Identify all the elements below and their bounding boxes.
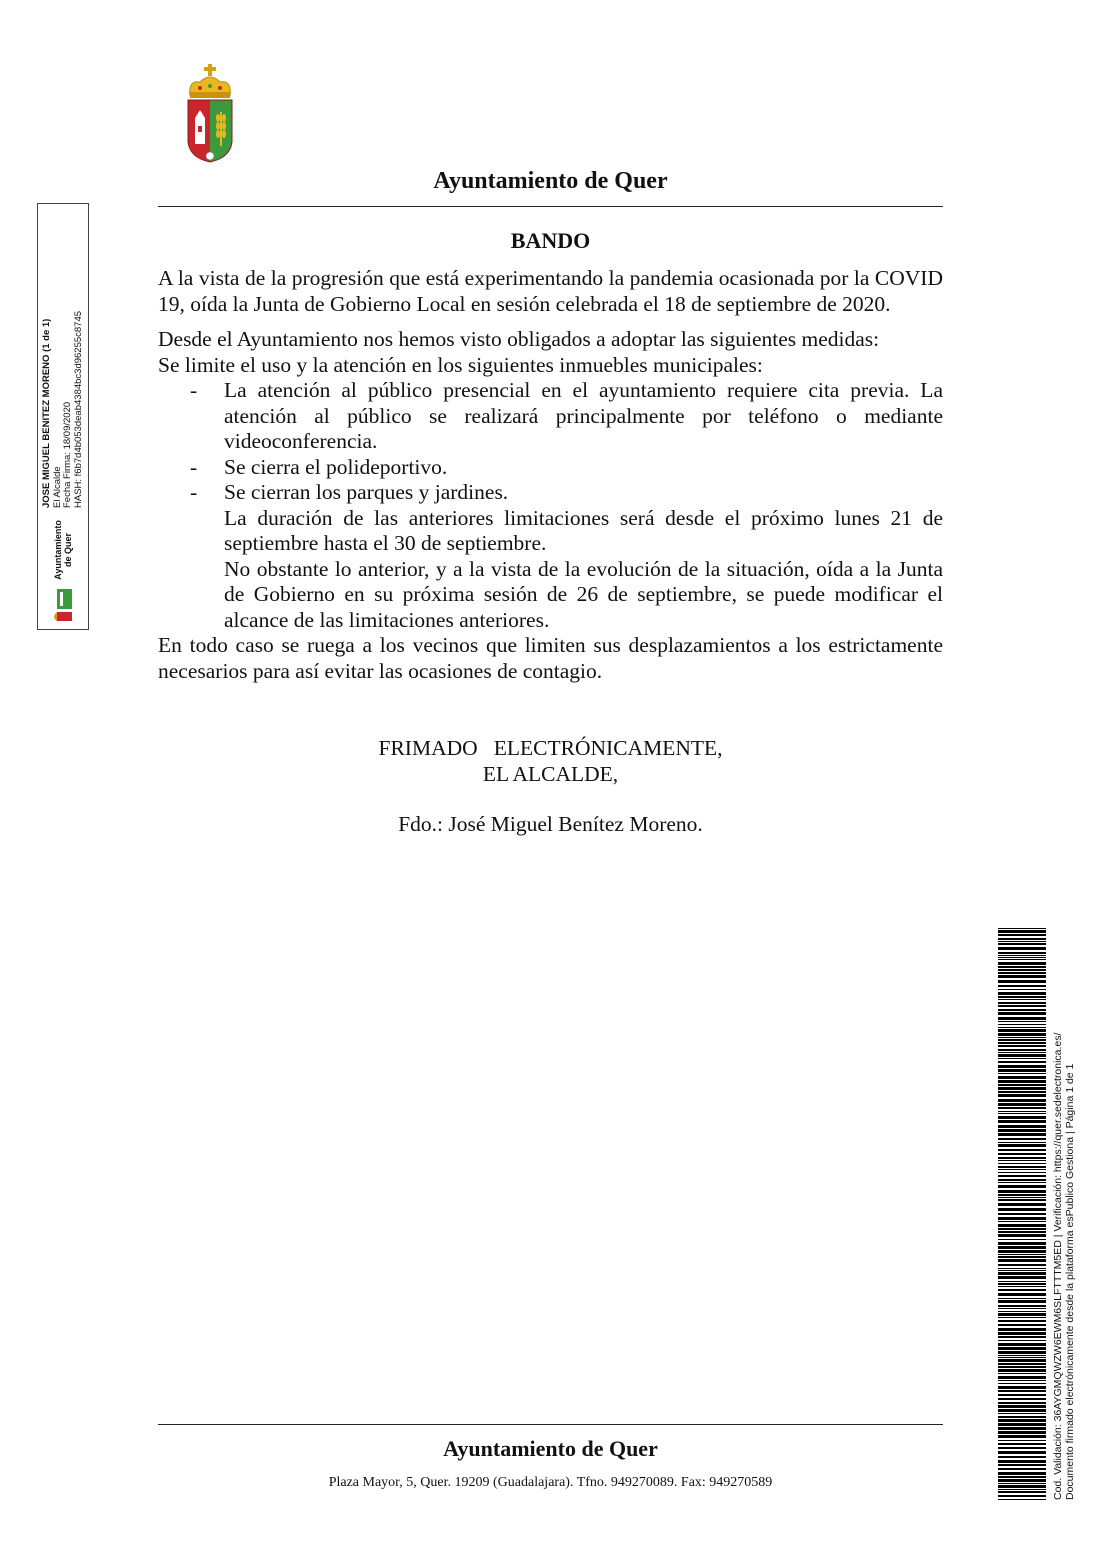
barcode-bar [998, 1317, 1046, 1318]
barcode-bar [998, 1246, 1046, 1249]
barcode-bar [998, 1027, 1046, 1028]
closing-paragraph: En todo caso se ruega a los vecinos que limiten sus desplazamientos a los estrictamente necesarios para así evitar las ocasiones de contagio. [158, 633, 943, 683]
barcode-bar [998, 1045, 1046, 1047]
stamp-organization: Ayuntamiento de Quer [53, 520, 73, 580]
list-item-text: La atención al público presencial en el ayuntamiento requiere cita previa. La atención al público se realizará principalmente por teléfono o mediante videoconferencia. [224, 378, 943, 453]
barcode-bar [998, 943, 1046, 945]
barcode-bar [998, 1239, 1046, 1240]
barcode-bar [998, 1111, 1046, 1112]
barcode-bar [998, 955, 1046, 956]
barcode-bar [998, 1363, 1046, 1365]
list-item [158, 455, 943, 481]
barcode-bar [998, 1087, 1046, 1090]
barcode-bar [998, 1328, 1046, 1331]
header-divider [158, 206, 943, 207]
footer-title: Ayuntamiento de Quer [443, 1436, 658, 1461]
barcode-bar [998, 1213, 1046, 1215]
barcode-bar [998, 1185, 1046, 1188]
barcode-bar [998, 1080, 1046, 1083]
barcode-bar [998, 1440, 1046, 1441]
barcode-bar [998, 1413, 1046, 1414]
barcode-bar [998, 1259, 1046, 1262]
intro-paragraph: A la vista de la progresión que está experimentando la pandemia ocasionada por la COVID 19, oída la Junta de Gobierno Local en sesión celebrada el 18 de septiembre de 2020. [158, 266, 943, 316]
barcode-bar [998, 1116, 1046, 1119]
document-heading: BANDO [510, 228, 591, 253]
barcode-bar [998, 966, 1046, 968]
barcode-bar [998, 1419, 1046, 1422]
barcode-bar [998, 1373, 1046, 1374]
barcode-bar [998, 1311, 1046, 1312]
barcode-bar [998, 1324, 1046, 1326]
barcode-bar [998, 1094, 1046, 1097]
stamp-date: Fecha Firma: 18/09/2020 [62, 401, 73, 508]
barcode-bar [998, 1479, 1046, 1482]
barcode-bar [998, 1073, 1046, 1074]
barcode-bar [998, 1456, 1046, 1458]
stamp-signer: JOSE MIGUEL BENITEZ MORENO (1 de 1) [41, 318, 52, 508]
barcode-bar [998, 1005, 1046, 1007]
barcode-bar [998, 992, 1046, 995]
barcode-bar [998, 1468, 1046, 1470]
barcode-bar [998, 1125, 1046, 1128]
barcode-bar [998, 1129, 1046, 1132]
barcode-bar [998, 980, 1046, 983]
barcode-bar [998, 1107, 1046, 1109]
barcode-bar [998, 1416, 1046, 1418]
barcode-bar [998, 957, 1046, 958]
barcode-bar [998, 999, 1046, 1000]
footer-address: Plaza Mayor, 5, Quer. 19209 (Guadalajara). Tfno. 949270089. Fax: 949270589 [328, 1475, 773, 1490]
barcode-bar [998, 1256, 1046, 1258]
barcode-bar [998, 1160, 1046, 1161]
list-item [158, 480, 943, 506]
barcode-bar [998, 1347, 1046, 1350]
footer-divider [158, 1424, 943, 1425]
barcode-bar [998, 1332, 1046, 1335]
barcode-bar [998, 1359, 1046, 1362]
barcode-bar [998, 1065, 1046, 1068]
barcode-bar [998, 1069, 1046, 1072]
barcode-bar [998, 1037, 1046, 1038]
barcode-bar [998, 1033, 1046, 1036]
stamp-hash: HASH: f6b7d4b053deab4384bc3d96255c8745 [72, 310, 84, 508]
barcode-bar [998, 1264, 1046, 1266]
barcode-bar [998, 1024, 1046, 1025]
barcode-bar [998, 1166, 1046, 1168]
barcode-bar [998, 928, 1046, 929]
barcode-bar [998, 1357, 1046, 1358]
barcode-bar [998, 1054, 1046, 1057]
barcode-bar [998, 1157, 1046, 1159]
barcode-bar [998, 1194, 1046, 1196]
bullet-marker: - [190, 480, 198, 504]
barcode-bar [998, 1289, 1046, 1291]
list-item-text: Se cierran los parques y jardines. [224, 480, 509, 504]
barcode-bar [998, 1476, 1046, 1478]
barcode-bar [998, 1254, 1046, 1255]
bullet-marker: - [190, 454, 198, 479]
barcode-bar [998, 1431, 1046, 1434]
barcode-bar [998, 1250, 1046, 1253]
duration-paragraph: La duración de las anteriores limitaciones será desde el próximo lunes 21 de septiembre hasta el 30 de septiembre. [224, 505, 943, 555]
header-title: Ayuntamiento de Quer [433, 168, 668, 194]
bullet-marker: - [190, 378, 198, 402]
barcode-bar [998, 1099, 1046, 1102]
barcode-bar [998, 1228, 1046, 1230]
barcode-bar [998, 985, 1046, 987]
signatory-name: Fdo.: José Miguel Benítez Moreno. [398, 812, 703, 836]
barcode-bar [998, 1300, 1046, 1303]
list-item-text: Se cierra el polideportivo. [224, 454, 448, 479]
barcode-bar [998, 1203, 1046, 1206]
barcode-bar [998, 1409, 1046, 1412]
verification-line-2: Documento firmado electrónicamente desde la plataforma esPublico Gestiona | Página 1 de 1 [1064, 1063, 1076, 1500]
barcode-bar [998, 1084, 1046, 1086]
barcode-bar [998, 1313, 1046, 1316]
barcode-bar [998, 1149, 1046, 1151]
barcode-bar [998, 1390, 1046, 1392]
barcode-bar [998, 1182, 1046, 1183]
barcode-bar [998, 1091, 1046, 1093]
notwithstanding-paragraph: No obstante lo anterior, y a la vista de la evolución de la situación, oída a la Junta de Gobierno en su próxima sesión de 26 de septiembre, se puede modificar el alcance de las limitaciones anteriores. [224, 556, 943, 632]
barcode-bar [998, 1268, 1046, 1269]
barcode-bar [998, 934, 1046, 936]
barcode-bar [998, 1272, 1046, 1275]
barcode-bar [998, 952, 1046, 954]
barcode-bar [998, 1447, 1046, 1449]
barcode-bar [998, 1175, 1046, 1177]
barcode-bar [998, 1376, 1046, 1379]
barcode-bar [998, 1443, 1046, 1445]
barcode-bar [998, 1499, 1046, 1500]
barcode-bar [998, 938, 1046, 940]
barcode-bar [998, 1153, 1046, 1155]
signature-line-2: EL ALCALDE, [482, 761, 619, 786]
barcode-bar [998, 1221, 1046, 1222]
signature-stamp [37, 203, 89, 630]
barcode-bar [998, 1320, 1046, 1322]
barcode-bar [998, 1190, 1046, 1193]
barcode-bar [998, 941, 1046, 942]
barcode-bar [998, 1286, 1046, 1287]
barcode-bar [998, 1485, 1046, 1488]
barcode-bar [998, 1103, 1046, 1106]
barcode-bar [998, 1336, 1046, 1338]
barcode-bar [998, 1009, 1046, 1011]
barcode-bar [998, 1283, 1046, 1285]
barcode-bar [998, 1495, 1046, 1497]
barcode-bar [998, 1489, 1046, 1490]
barcode-bar [998, 1017, 1046, 1020]
barcode-bar [998, 1281, 1046, 1282]
barcode-bar [998, 1076, 1046, 1079]
barcode-bar [998, 1402, 1046, 1404]
barcode-bar [998, 969, 1046, 971]
barcode-bar [998, 1351, 1046, 1354]
barcode-bar [998, 930, 1046, 933]
municipal-crest-logo [180, 62, 240, 168]
barcode-bar [998, 959, 1046, 960]
barcode-bar [998, 1380, 1046, 1381]
barcode-bar [998, 1293, 1046, 1296]
barcode-bar [998, 1451, 1046, 1454]
barcode-bar [998, 989, 1046, 990]
barcode-bar [998, 1483, 1046, 1484]
barcode-bar [998, 1217, 1046, 1220]
barcode-bar [998, 1464, 1046, 1466]
list-item [158, 378, 943, 455]
barcode-bar [998, 1049, 1046, 1051]
barcode-bar [998, 1298, 1046, 1299]
barcode-bar [998, 1144, 1046, 1147]
barcode-bar [998, 1163, 1046, 1164]
barcode-bar [998, 1405, 1046, 1408]
barcode-bar [998, 1039, 1046, 1041]
barcode-bar [998, 1242, 1046, 1245]
barcode-bar [998, 1224, 1046, 1227]
stamp-role: El Alcalde [51, 466, 63, 508]
barcode-bar [998, 1061, 1046, 1063]
validation-barcode [998, 928, 1046, 1500]
barcode-bar [998, 947, 1046, 950]
verification-text [1052, 920, 1076, 1500]
stamp-details [42, 311, 84, 508]
barcode-bar [998, 1340, 1046, 1341]
barcode-bar [998, 1383, 1046, 1384]
barcode-bar [998, 1002, 1046, 1004]
barcode-bar [998, 1386, 1046, 1389]
barcode-bar [998, 1172, 1046, 1173]
barcode-bar [998, 1231, 1046, 1233]
barcode-bar [998, 1355, 1046, 1356]
barcode-bar [998, 1423, 1046, 1426]
signature-block [158, 736, 943, 838]
barcode-bar [998, 1366, 1046, 1368]
barcode-bar [998, 1058, 1046, 1059]
barcode-bar [998, 1305, 1046, 1307]
barcode-bar [998, 1270, 1046, 1271]
stamp-crest-icon [50, 588, 76, 622]
verification-line-1: Cod. Validación: 36AYGMQWZW6EWM6SLFTTTM5ED | Verificación: https://quer.sedelectronica.es/ [1052, 1032, 1064, 1500]
signature-line-1: FRIMADO ELECTRÓNICAMENTE, [378, 736, 723, 760]
barcode-bar [998, 1398, 1046, 1400]
barcode-bar [998, 1052, 1046, 1053]
barcode-bar [998, 1308, 1046, 1309]
barcode-bar [998, 972, 1046, 974]
barcode-bar [998, 1042, 1046, 1044]
barcode-bar [998, 996, 1046, 998]
barcode-bar [998, 1133, 1046, 1136]
barcode-bar [998, 1199, 1046, 1201]
barcode-bar [998, 1276, 1046, 1279]
barcode-bar [998, 1369, 1046, 1372]
barcode-bar [998, 1197, 1046, 1198]
barcode-bar [998, 1142, 1046, 1143]
barcode-bar [998, 1472, 1046, 1475]
barcode-bar [998, 1120, 1046, 1123]
barcode-bar [998, 1138, 1046, 1140]
barcode-bar [998, 1234, 1046, 1237]
measures-intro: Desde el Ayuntamiento nos hemos visto obligados a adoptar las siguientes medidas: [158, 327, 880, 351]
barcode-bar [998, 975, 1046, 978]
barcode-bar [998, 1343, 1046, 1346]
barcode-bar [998, 1208, 1046, 1211]
barcode-bar [998, 1491, 1046, 1493]
barcode-bar [998, 1113, 1046, 1114]
barcode-bar [998, 1460, 1046, 1463]
barcode-bar [998, 1435, 1046, 1438]
barcode-bar [998, 1029, 1046, 1032]
barcode-bar [998, 1021, 1046, 1022]
barcode-bar [998, 1427, 1046, 1430]
barcode-bar [998, 962, 1046, 965]
barcode-bar [998, 1012, 1046, 1015]
barcode-bar [998, 1394, 1046, 1396]
barcode-bar [998, 1169, 1046, 1170]
barcode-bar [998, 1179, 1046, 1181]
limits-intro: Se limite el uso y la atención en los siguientes inmuebles municipales: [158, 352, 763, 377]
document-body [158, 266, 943, 684]
